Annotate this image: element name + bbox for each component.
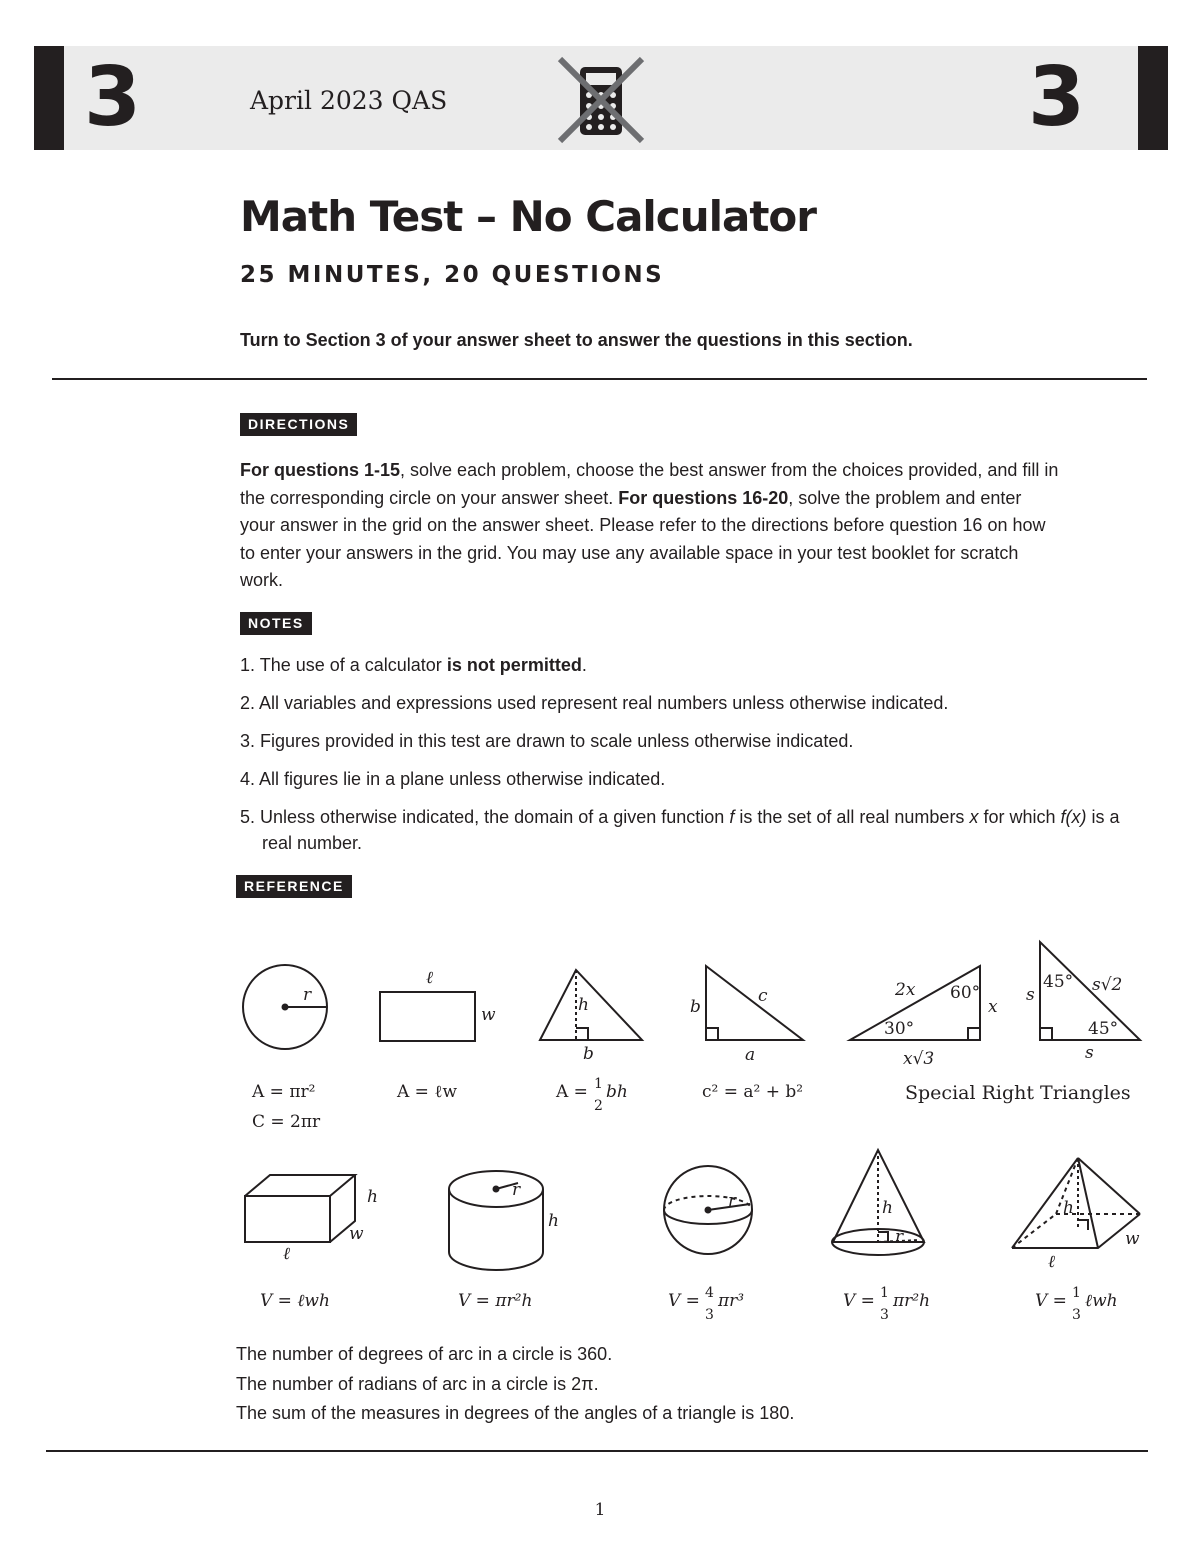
pyramid-w-label: w [1125,1229,1140,1249]
cylinder-r-label: r [512,1180,521,1200]
note-italic: x [969,807,979,827]
cylinder-volume-formula: V = πr²h [458,1291,533,1311]
pyramid-vol-b: ℓwh [1085,1291,1118,1311]
tri45-s-bottom-label: s [1085,1043,1094,1063]
rect-area-formula: A = ℓw [397,1082,458,1102]
fact-line: The sum of the measures in degrees of the angles of a triangle is 180. [236,1403,795,1423]
note-italic: f [729,807,735,827]
rect-w-label: w [481,1005,496,1025]
sphere-vol-num: 4 [705,1285,714,1301]
box-l-label: ℓ [283,1244,291,1264]
cone-vol-num: 1 [880,1285,889,1301]
directions-bold-1: For questions 1-15 [240,460,401,480]
right-tri-a-label: a [745,1045,756,1065]
page-number: 1 [594,1500,606,1520]
directions-label: DIRECTIONS [240,413,357,436]
pyramid-l-label: ℓ [1048,1252,1056,1272]
pyramid-h-label: h [1063,1198,1074,1218]
pyramid-vol-a: V = [1035,1291,1067,1311]
note-text: for which [978,807,1061,827]
sphere-vol-b: πr³ [718,1291,745,1311]
note-item [240,804,1120,856]
note-item [240,652,1120,678]
pyramid-vol-den: 3 [1072,1307,1081,1323]
section-number-right: 3 [1028,50,1086,145]
note-text: Figures provided in this test are drawn to scale unless otherwise indicated. [260,731,854,751]
tri45-angle-top: 45° [1043,972,1074,992]
tri45-hyp-label: s√2 [1092,975,1123,995]
note-text: is a real number. [262,807,1120,853]
right-tri-c-label: c [758,986,768,1006]
tri3060-hyp-label: 2x [895,980,916,1000]
circle-area-formula: A = πr² [252,1082,316,1102]
note-number: 4. [240,769,256,789]
note-number: 3. [240,731,256,751]
box-volume-formula: V = ℓwh [260,1291,330,1311]
special-triangles-caption: Special Right Triangles [905,1082,1131,1104]
page-title: Math Test – No Calculator [240,192,816,241]
triangle-area-num: 1 [594,1076,603,1092]
cone-vol-b: πr²h [893,1291,931,1311]
note-text: Unless otherwise indicated, the domain of a given function [260,807,730,827]
reference-label: REFERENCE [236,875,352,898]
directions-text-2: , solve the problem and enter your answer in the grid on the answer sheet. Please refer to the directions before question 16 on how to enter your answers in the grid. You may use any available space in your test booklet for scratch work. [240,487,1046,590]
note-text: The use of a calculator [259,655,447,675]
note-text: All variables and expressions used represent real numbers unless otherwise indicated. [259,693,949,713]
tri45-angle-bottom: 45° [1088,1019,1119,1039]
reference-facts [236,1340,794,1429]
triangle-area-b: bh [606,1082,628,1102]
note-italic: f(x) [1060,807,1087,827]
notes-label: NOTES [240,612,312,635]
sphere-vol-den: 3 [705,1307,714,1323]
triangle-area-den: 2 [594,1098,603,1114]
triangle-b-label: b [583,1044,594,1064]
note-number: 1. [240,655,256,675]
note-number: 5. [240,807,256,827]
calculator-crossed-icon [556,55,648,152]
cone-r-label: r [895,1227,904,1247]
notes-list [240,652,1120,868]
note-text: All figures lie in a plane unless otherwise indicated. [259,769,666,789]
fact-line: The number of degrees of arc in a circle is 360. [236,1344,613,1364]
triangle-h-label: h [578,995,589,1015]
circle-r-label: r [303,985,312,1005]
note-bold: is not permitted [446,655,582,675]
instruction-text: Turn to Section 3 of your answer sheet to answer the questions in this section. [240,330,913,350]
header-subtitle: April 2023 QAS [250,86,448,115]
cone-vol-a: V = [843,1291,875,1311]
cone-vol-den: 3 [880,1307,889,1323]
reference-figures [0,930,1200,1330]
note-item [240,728,1120,754]
divider-top [52,378,1147,380]
pythagorean-formula: c² = a² + b² [702,1082,804,1102]
box-h-label: h [367,1187,378,1207]
tri45-s-left-label: s [1026,985,1035,1005]
note-text: is the set of all real numbers [734,807,970,827]
tri3060-base-label: x√3 [903,1049,935,1069]
sphere-vol-a: V = [668,1291,700,1311]
tri3060-angle60: 60° [950,983,981,1003]
page-subtitle: 25 MINUTES, 20 QUESTIONS [240,262,665,288]
note-item [240,766,1120,792]
directions-text [240,457,1060,595]
tri3060-x-label: x [988,997,998,1017]
cylinder-h-label: h [548,1211,559,1231]
note-number: 2. [240,693,256,713]
tri3060-angle30: 30° [884,1019,915,1039]
note-item [240,690,1120,716]
note-text: . [581,655,587,675]
triangle-area-a: A = [556,1082,588,1102]
directions-text-1: , solve each problem, choose the best answer from the choices provided, and fill in the corresponding circle on your answer sheet. [240,460,1059,508]
section-number-left: 3 [84,50,142,145]
box-w-label: w [349,1224,364,1244]
header-bar-right [1138,46,1168,150]
pyramid-vol-num: 1 [1072,1285,1081,1301]
header-bar-left [34,46,64,150]
cone-h-label: h [882,1198,893,1218]
fact-line: The number of radians of arc in a circle is 2π. [236,1373,599,1394]
rect-l-label: ℓ [426,968,434,988]
right-tri-b-label: b [690,997,701,1017]
directions-bold-2: For questions 16-20 [618,487,789,508]
sphere-r-label: r [728,1191,737,1211]
divider-bottom [46,1450,1148,1452]
circle-circumference-formula: C = 2πr [252,1112,321,1132]
